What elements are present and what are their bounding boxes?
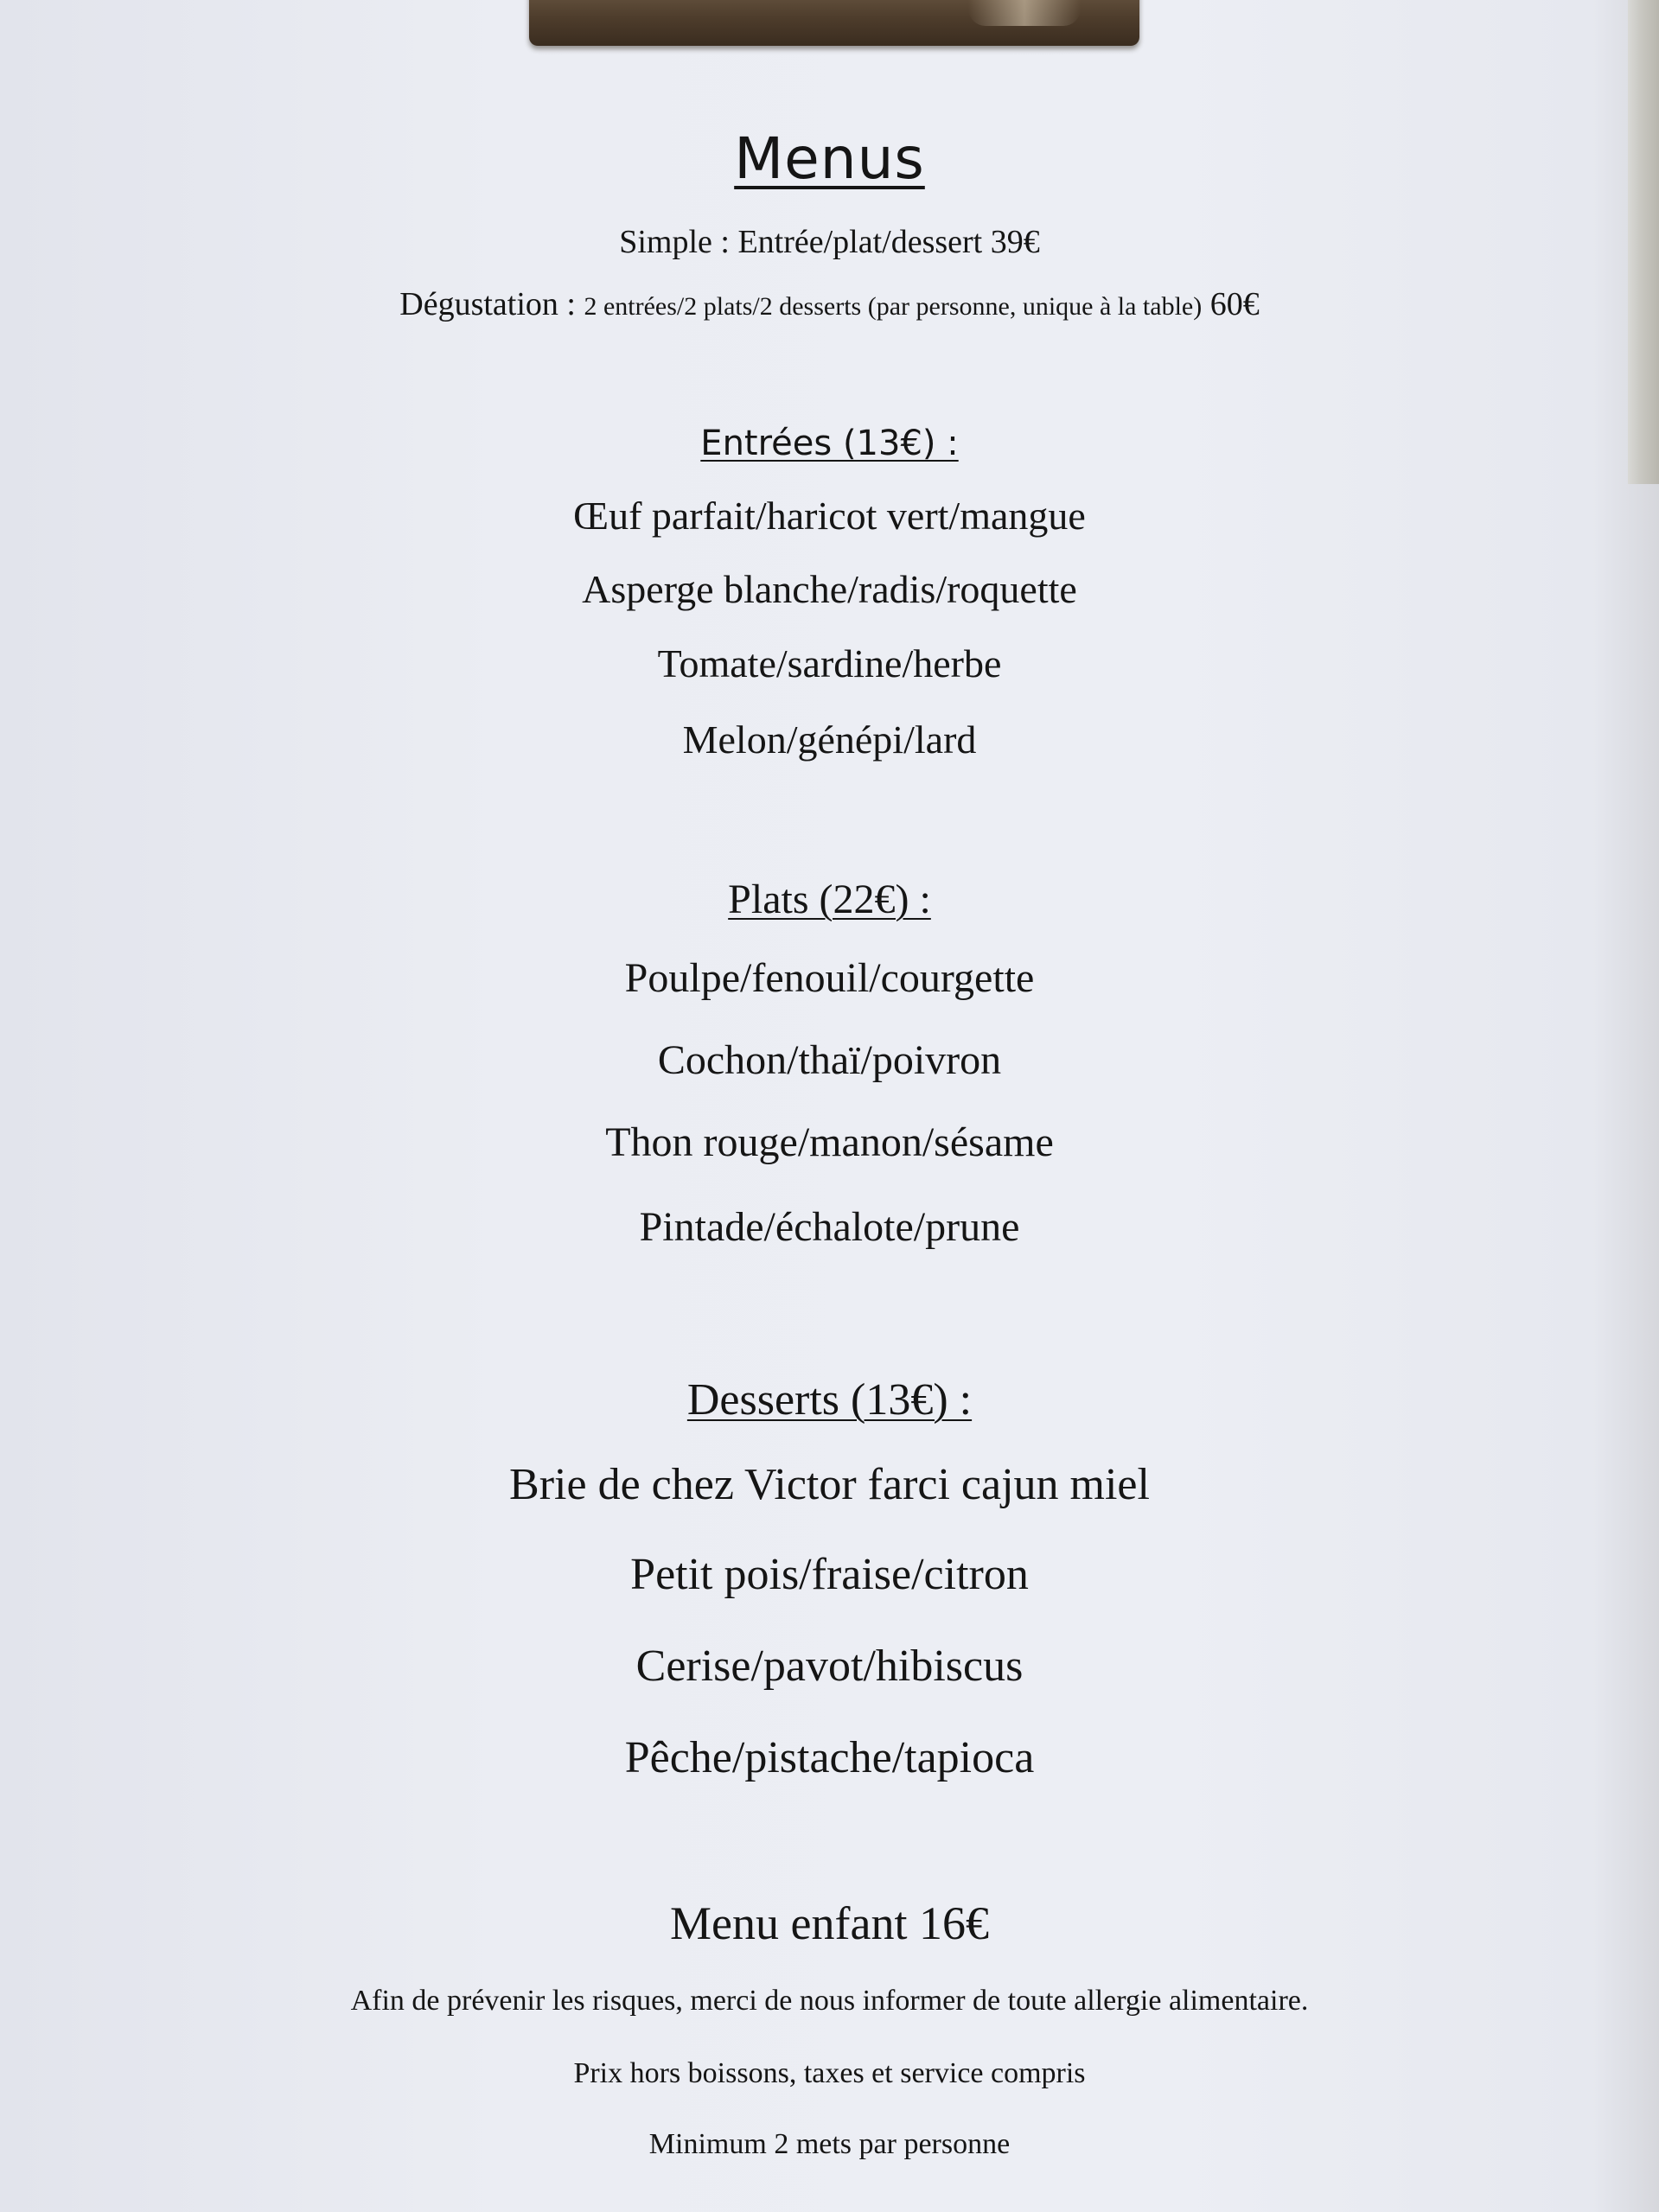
entree-item: Œuf parfait/haricot vert/mangue <box>573 494 1086 538</box>
price-note: Prix hors boissons, taxes et service compris <box>573 2057 1086 2089</box>
dessert-item: Cerise/pavot/hibiscus <box>635 1641 1024 1691</box>
dessert-item: Pêche/pistache/tapioca <box>624 1733 1035 1782</box>
entree-item: Tomate/sardine/herbe <box>657 641 1002 685</box>
menu-simple: Simple : Entrée/plat/dessert 39€ <box>619 224 1040 260</box>
holder-reflection <box>968 0 1081 26</box>
menu-degustation <box>0 285 1659 323</box>
entree-item: Asperge blanche/radis/roquette <box>582 567 1077 611</box>
plats-heading: Plats (22€) : <box>728 877 931 922</box>
dessert-item: Petit pois/fraise/citron <box>630 1550 1029 1599</box>
plat-item: Poulpe/fenouil/courgette <box>624 955 1035 1001</box>
degustation-price: 60€ <box>1202 286 1260 322</box>
minimum-note: Minimum 2 mets par personne <box>648 2128 1011 2160</box>
degustation-detail: 2 entrées/2 plats/2 desserts (par personne, unique à la table) <box>584 292 1203 321</box>
plat-item: Pintade/échalote/prune <box>639 1204 1020 1250</box>
dessert-item: Brie de chez Victor farci cajun miel <box>509 1460 1150 1509</box>
entree-item: Melon/génépi/lard <box>682 717 977 762</box>
kids-menu: Menu enfant 16€ <box>670 1897 989 1949</box>
allergy-note: Afin de prévenir les risques, merci de nous informer de toute allergie alimentaire. <box>350 1985 1309 2017</box>
desserts-heading: Desserts (13€) : <box>686 1375 973 1425</box>
degustation-label: Dégustation : <box>399 286 584 322</box>
page-title: Menus <box>734 125 925 192</box>
entrees-heading: Entrées (13€) : <box>700 424 959 463</box>
plat-item: Cochon/thaï/poivron <box>657 1037 1002 1083</box>
plat-item: Thon rouge/manon/sésame <box>605 1119 1054 1165</box>
